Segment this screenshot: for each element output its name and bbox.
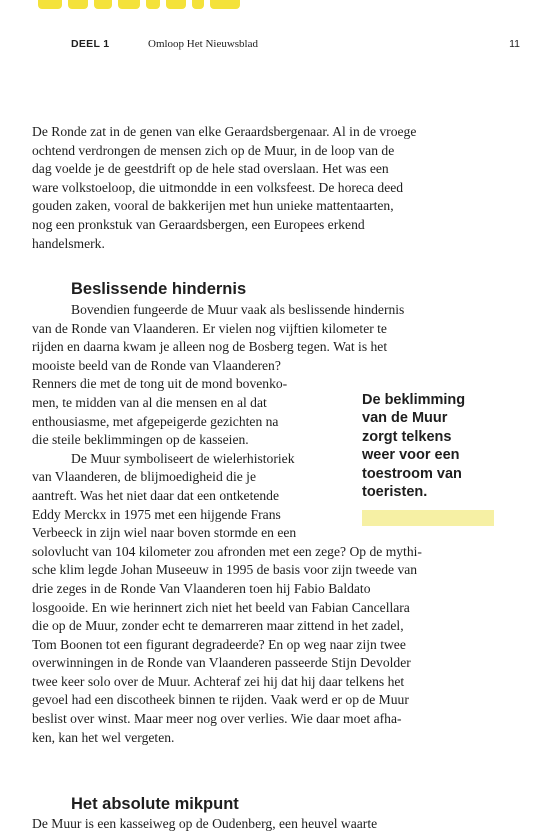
text-line: ware volkstoeloop, die uitmondde in een volksfeest. De horeca deed: [32, 179, 404, 195]
pull-quote-line: van de Muur: [362, 410, 448, 427]
text-line: De Muur is een kasseiweg op de Oudenberg, een heuvel waarte: [32, 816, 378, 831]
text-line: dag voelde je de geestdrift op de hele stad overslaan. Het was een: [32, 161, 389, 177]
text-line: gevoel had een discotheek binnen te rijden. Vaak werd er op de Muur: [32, 692, 409, 708]
pull-quote-line: toestroom van: [362, 465, 462, 482]
pull-quote-line: zorgt telkens: [362, 428, 452, 445]
text-line: handelsmerk.: [32, 235, 105, 251]
section-heading: Het absolute mikpunt: [71, 795, 239, 813]
pull-quote: [362, 391, 497, 501]
pull-quote-line: weer voor een: [362, 447, 460, 464]
text-line: solovlucht van 104 kilometer zou afronden met een zege? Op de mythi-: [32, 543, 422, 559]
text-line: ochtend verdrongen de mensen zich op de Muur, in de loop van de: [32, 142, 395, 158]
text-line: Eddy Merckx in 1975 met een hijgende Frans: [32, 506, 281, 522]
pull-quote-accent-bar: [362, 510, 494, 526]
text-line: beslist over winst. Maar meer nog over verlies. Wie daar moet afha-: [32, 711, 402, 727]
section-label: DEEL 1: [71, 38, 110, 50]
text-line: die steile beklimmingen op de kasseien.: [32, 432, 249, 448]
text-line: drie zeges in de Ronde Van Vlaanderen toen hij Fabio Baldato: [32, 580, 371, 596]
text-line: rijden en daarna kwam je alleen nog de Bosberg tegen. Wat is het: [32, 339, 388, 355]
text-line: overwinningen in de Ronde van Vlaanderen passeerde Stijn Devolder: [32, 655, 411, 671]
text-line: Verbeeck in zijn wiel naar boven stormde en een: [32, 525, 297, 541]
top-decorative-banner: [38, 0, 242, 16]
text-line: aantreft. Was het niet daar dat een ontketende: [32, 487, 280, 503]
text-line: twee keer solo over de Muur. Achteraf zei hij dat hij daar telkens het: [32, 673, 405, 689]
pull-quote-line: De beklimming: [362, 392, 466, 408]
text-line: die op de Muur, zonder echt te demarreren maar zittend in het zadel,: [32, 618, 404, 634]
text-line: gouden zaken, vooral de bakkerijen met hun unieke mattentaarten,: [32, 198, 394, 214]
text-line: enthousiasme, met afgepeigerde gezichten na: [32, 413, 279, 429]
text-line: van Vlaanderen, de blijmoedigheid die je: [32, 469, 256, 485]
text-line: De Ronde zat in de genen van elke Geraardsbergenaar. Al in de vroege: [32, 124, 417, 139]
text-line: men, te midden van al die mensen en al dat: [32, 394, 267, 410]
page-header: [0, 38, 550, 54]
page-number: 11: [509, 38, 520, 50]
text-line: sche klim legde Johan Museeuw in 1995 de basis voor zijn tweede van: [32, 562, 418, 578]
text-line: Renners die met de tong uit de mond bovenko-: [32, 376, 288, 392]
text-line: mooiste beeld van de Ronde van Vlaanderen?: [32, 357, 281, 373]
text-line: ken, kan het wel vergeten.: [32, 729, 175, 745]
text-line: Tom Boonen tot een figurant degradeerde? En op weg naar zijn twee: [32, 636, 406, 652]
intro-paragraph: [32, 123, 460, 253]
pull-quote-line: toeristen.: [362, 484, 428, 501]
text-line: Bovendien fungeerde de Muur vaak als beslissende hindernis: [71, 302, 405, 317]
text-line: nog een pronkstuk van Geraardsbergen, een Europees erkend: [32, 216, 365, 232]
text-line: losgooide. En wie herinnert zich niet het beeld van Fabian Cancellara: [32, 599, 410, 615]
text-line: van de Ronde van Vlaanderen. Er vielen nog vijftien kilometer te: [32, 320, 387, 336]
text-line: De Muur symboliseert de wielerhistoriek: [71, 450, 295, 466]
publication-title: Omloop Het Nieuwsblad: [148, 38, 258, 50]
section-heading: Beslissende hindernis: [71, 280, 247, 298]
section-body-partial: [32, 815, 460, 834]
